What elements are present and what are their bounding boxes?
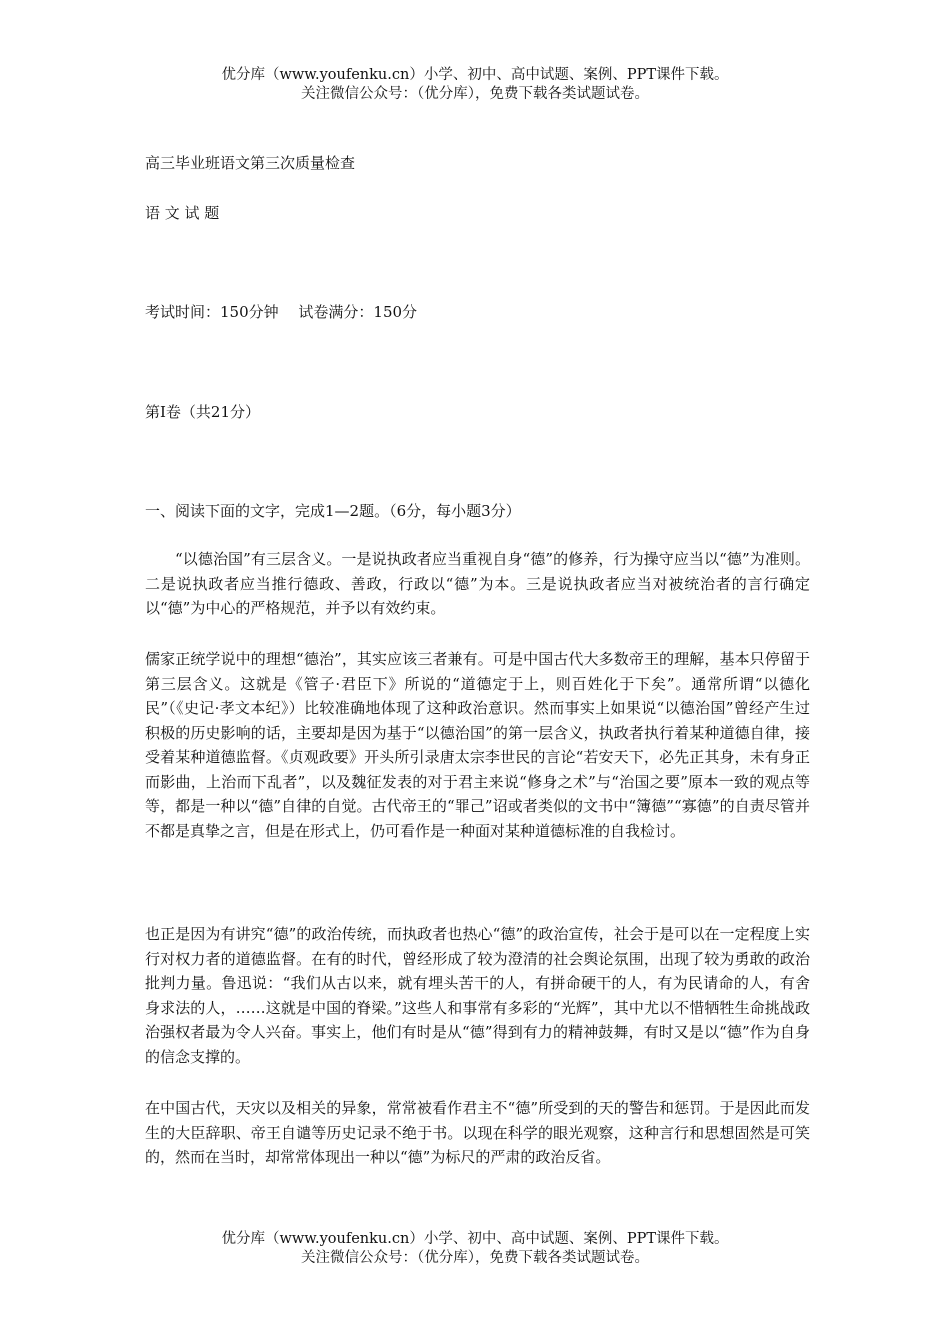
paragraph-2: 儒家正统学说中的理想“德治”，其实应该三者兼有。可是中国古代大多数帝王的理解，基本只停留于第三层含义。这就是《管子·君臣下》所说的“道德定于上，则百姓化于下矣”。通常所谓“以德化民”（《史记·孝文本纪》）比较准确地体现了这种政治意识。然而事实上如果说“以德治国”曾经产生过积极的历史影响的话，主要却是因为基于“以德治国”的第一层含义，执政者执行着某种道德自律，接受着某种道德监督。《贞观政要》开头所引录唐太宗李世民的言论“若安天下，必先正其身，未有身正而影曲，上治而下乱者”，以及魏征发表的对于君主来说“修身之术”与“治国之要”原本一致的观点等等，都是一种以“德”自律的自觉。古代帝王的“罪己”诏或者类似的文书中“簿德”“寡德”的自责尽管并不都是真挚之言，但是在形式上，仍可看作是一种面对某种道德标准的自我检讨。	[145, 650, 810, 840]
paragraph-1: “以德治国”有三层含义。一是说执政者应当重视自身“德”的修养，行为操守应当以“德”为准则。二是说执政者应当推行德政、善政，行政以“德”为本。三是说执政者应当对被统治者的言行确定以“德”为中心的严格规范，并予以有效约束。	[145, 550, 810, 617]
header-line-1: 优分库（www.youfenku.cn）小学、初中、高中试题、案例、PPT课件下载。	[221, 67, 729, 83]
page-footer	[0, 1230, 950, 1268]
page-header	[0, 66, 950, 104]
document-title: 高三毕业班语文第三次质量检查	[145, 154, 356, 172]
section-heading: 第Ⅰ卷（共21分）	[145, 403, 261, 421]
footer-line-2: 关注微信公众号：（优分库），免费下载各类试题试卷。	[301, 1250, 649, 1266]
exam-info: 考试时间：150分钟 试卷满分：150分	[145, 303, 418, 321]
paragraph-3: 也正是因为有讲究“德”的政治传统，而执政者也热心“德”的政治宣传，社会于是可以在一定程度上实行对权力者的道德监督。在有的时代，曾经形成了较为澄清的社会舆论氛围，出现了较为勇敢的政治批判力量。鲁迅说：“我们从古以来，就有埋头苦干的人，有拼命硬干的人，有为民请命的人，有舍身求法的人，……这就是中国的脊梁。”这些人和事常有多彩的“光辉”，其中尤以不惜牺牲生命挑战政治强权者最为令人兴奋。事实上，他们有时是从“德”得到有力的精神鼓舞，有时又是以“德”作为自身的信念支撑的。	[145, 925, 810, 1066]
footer-line-1: 优分库（www.youfenku.cn）小学、初中、高中试题、案例、PPT课件下载。	[221, 1231, 729, 1247]
paragraph-4: 在中国古代，天灾以及相关的异象，常常被看作君主不“德”所受到的天的警告和惩罚。于是因此而发生的大臣辞职、帝王自谴等历史记录不绝于书。以现在科学的眼光观察，这种言行和思想固然是可笑的，然而在当时，却常常体现出一种以“德”为标尺的严肃的政治反省。	[145, 1099, 810, 1166]
header-line-2: 关注微信公众号：（优分库），免费下载各类试题试卷。	[301, 86, 649, 102]
document-subtitle: 语 文 试 题	[145, 204, 220, 222]
question-heading: 一、阅读下面的文字，完成1—2题。（6分，每小题3分）	[145, 502, 521, 520]
